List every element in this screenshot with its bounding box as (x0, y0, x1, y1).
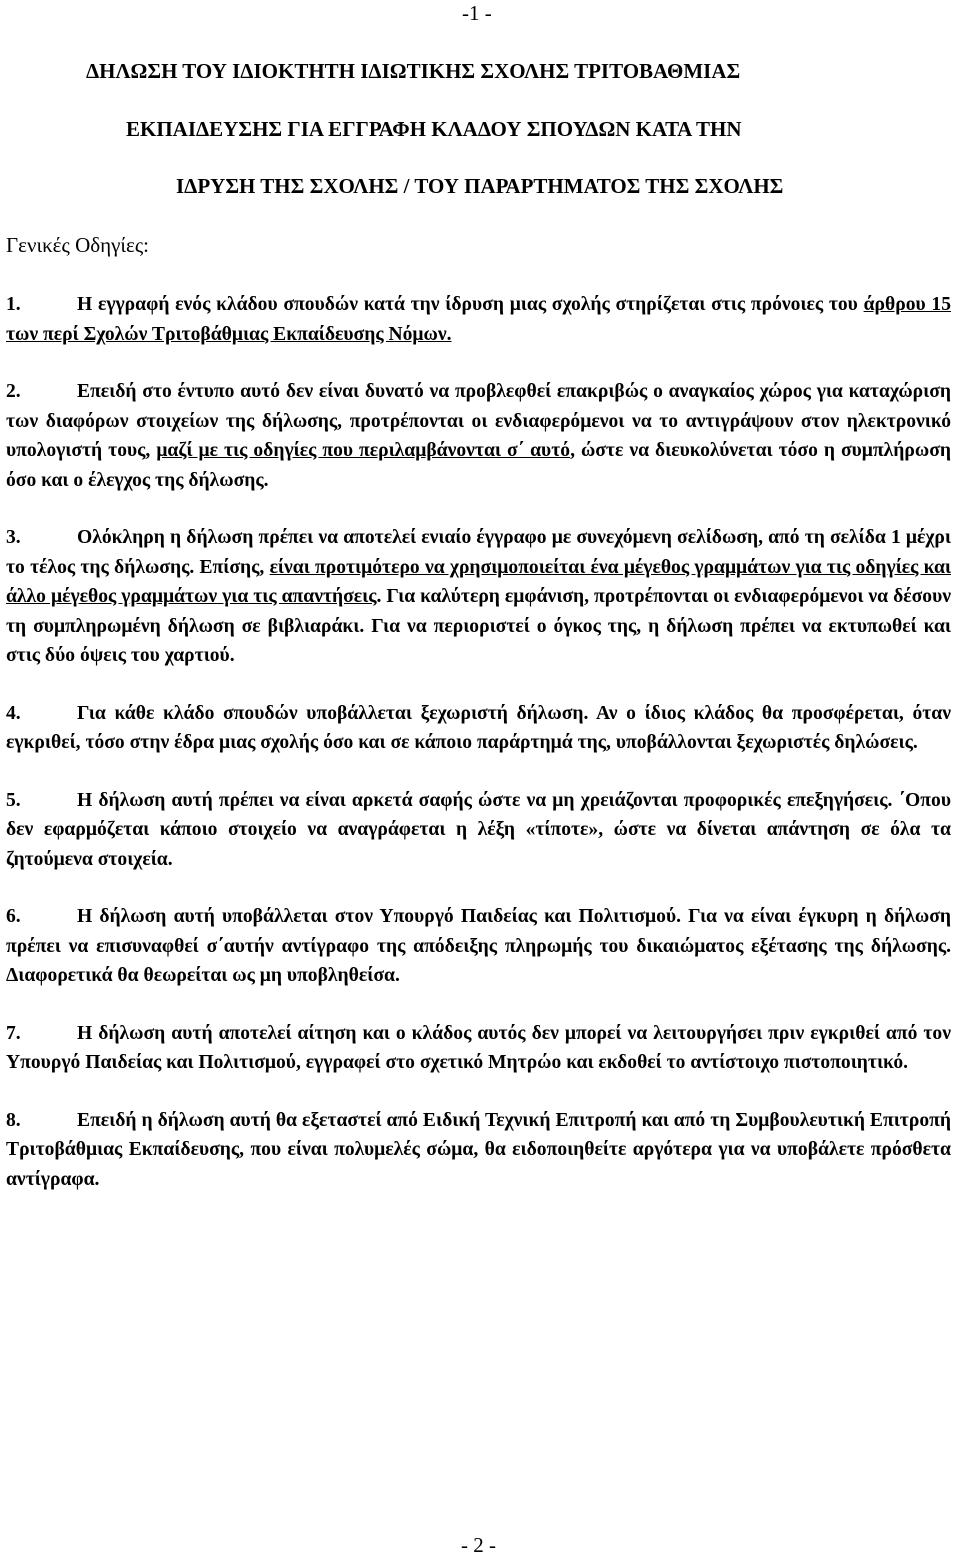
item-number: 4. (6, 702, 21, 724)
instruction-item-3 (6, 523, 951, 671)
item-underlined-text: μαζί με τις οδηγίες που περιλαμβάνονται σ΄ αυτό (156, 440, 571, 461)
item-number: 6. (6, 906, 21, 927)
general-instructions-heading: Γενικές Οδηγίες: (6, 233, 150, 257)
instruction-item-5 (6, 786, 951, 875)
item-underlined-text: είναι προτιμότερο να χρησιμοποιείται ένα μέγεθος γραμμάτων για τις οδηγίες και άλλο μέγεθος γραμμάτων για τις απαντήσεις (6, 556, 951, 607)
instruction-item-4 (6, 699, 951, 758)
item-number: 2. (6, 381, 21, 402)
instruction-item-8 (6, 1106, 951, 1195)
page-number-top: -1 - (462, 1, 492, 25)
item-text: Η δήλωση αυτή πρέπει να είναι αρκετά σαφής ώστε να μη χρειάζονται προφορικές επεξηγήσεις. ΄Οπου δεν εφαρμόζεται κάποιο στοιχείο να αναγράφεται η λέξη «τίποτε», ώστε να δίνεται απάντηση σε όλα τα ζητούμενα στοιχεία. (6, 789, 951, 870)
item-number: 5. (6, 789, 21, 811)
item-number: 3. (6, 527, 21, 548)
instruction-item-1 (6, 290, 951, 349)
item-text-after: , ώστε να διευκολύνεται τόσο η συμπλήρωση όσο και ο έλεγχος της δήλωσης. (6, 440, 951, 491)
item-text: Επειδή η δήλωση αυτή θα εξεταστεί από Ειδική Τεχνική Επιτροπή και από τη Συμβουλευτική Επιτροπή Τριτοβάθμιας Εκπαίδευσης, που είναι πολυμελές σώμα, θα ειδοποιηθείτε αργότερα για να υποβάλετε πρόσθετα αντίγραφα. (6, 1109, 951, 1190)
item-text: Η δήλωση αυτή υποβάλλεται στον Υπουργό Παιδείας και Πολιτισμού. Για να είναι έγκυρη η δήλωση πρέπει να επισυναφθεί σ΄αυτήν αντίγραφο της απόδειξης πληρωμής του δικαιώματος εξέτασης της δήλωσης. Διαφορετικά θα θεωρείται ως μη υποβληθείσα. (6, 906, 951, 986)
instruction-item-6 (6, 902, 951, 991)
instructions-list (6, 290, 951, 1222)
item-underlined-text: άρθρου 15 των περί Σχολών Τριτοβάθμιας Εκπαίδευσης Νόμων. (6, 294, 952, 345)
page-number-bottom: - 2 - (461, 1533, 496, 1557)
item-text-after: . Για καλύτερη εμφάνιση, προτρέπονται οι ενδιαφερόμενοι να δέσουν τη συμπληρωμένη δήλωση σε βιβλιαράκι. Για να περιοριστεί ο όγκος της, η δήλωση πρέπει να εκτυπωθεί και στις δύο όψεις του χαρτιού. (6, 586, 951, 666)
item-number: 7. (6, 1022, 21, 1044)
item-text: Η δήλωση αυτή αποτελεί αίτηση και ο κλάδος αυτός δεν μπορεί να λειτουργήσει πριν εγκριθεί από τον Υπουργό Παιδείας και Πολιτισμού, εγγραφεί στο σχετικό Μητρώο και εκδοθεί το αντίστοιχο πιστοποιητικό. (6, 1022, 951, 1073)
instruction-item-7 (6, 1019, 951, 1078)
item-number: 8. (6, 1109, 21, 1131)
document-title-line-2: ΕΚΠΑΙΔΕΥΣΗΣ ΓΙΑ ΕΓΓΡΑΦΗ ΚΛΑΔΟΥ ΣΠΟΥΔΩΝ ΚΑΤΑ ΤΗΝ (126, 117, 742, 141)
document-title-line-1: ΔΗΛΩΣΗ ΤΟΥ ΙΔΙΟΚΤΗΤΗ ΙΔΙΩΤΙΚΗΣ ΣΧΟΛΗΣ ΤΡΙΤΟΒΑΘΜΙΑΣ (86, 59, 741, 83)
item-text: Η εγγραφή ενός κλάδου σπουδών κατά την ίδρυση μιας σχολής στηρίζεται στις πρόνοιες του (77, 294, 864, 315)
item-text: Επειδή στο έντυπο αυτό δεν είναι δυνατό να προβλεφθεί επακριβώς ο αναγκαίος χώρος για καταχώριση των διαφόρων στοιχείων της δήλωσης, προτρέπονται οι ενδιαφερόμενοι να το αντιγράψουν στον ηλεκτρονικό υπολογιστή τους, (6, 381, 951, 461)
instruction-item-2 (6, 377, 951, 495)
item-text: Ολόκληρη η δήλωση πρέπει να αποτελεί ενιαίο έγγραφο με συνεχόμενη σελίδωση, από τη σελίδα 1 μέχρι το τέλος της δήλωσης. Επίσης, (6, 527, 951, 578)
item-number: 1. (6, 294, 21, 315)
document-title-line-3: ΙΔΡΥΣΗ ΤΗΣ ΣΧΟΛΗΣ / ΤΟΥ ΠΑΡΑΡΤΗΜΑΤΟΣ ΤΗΣ ΣΧΟΛΗΣ (176, 174, 784, 198)
item-text: Για κάθε κλάδο σπουδών υποβάλλεται ξεχωριστή δήλωση. Αν ο ίδιος κλάδος θα προσφέρεται, όταν εγκριθεί, τόσο στην έδρα μιας σχολής όσο και σε κάποιο παράρτημά της, υποβάλλονται ξεχωριστές δηλώσεις. (6, 702, 951, 753)
